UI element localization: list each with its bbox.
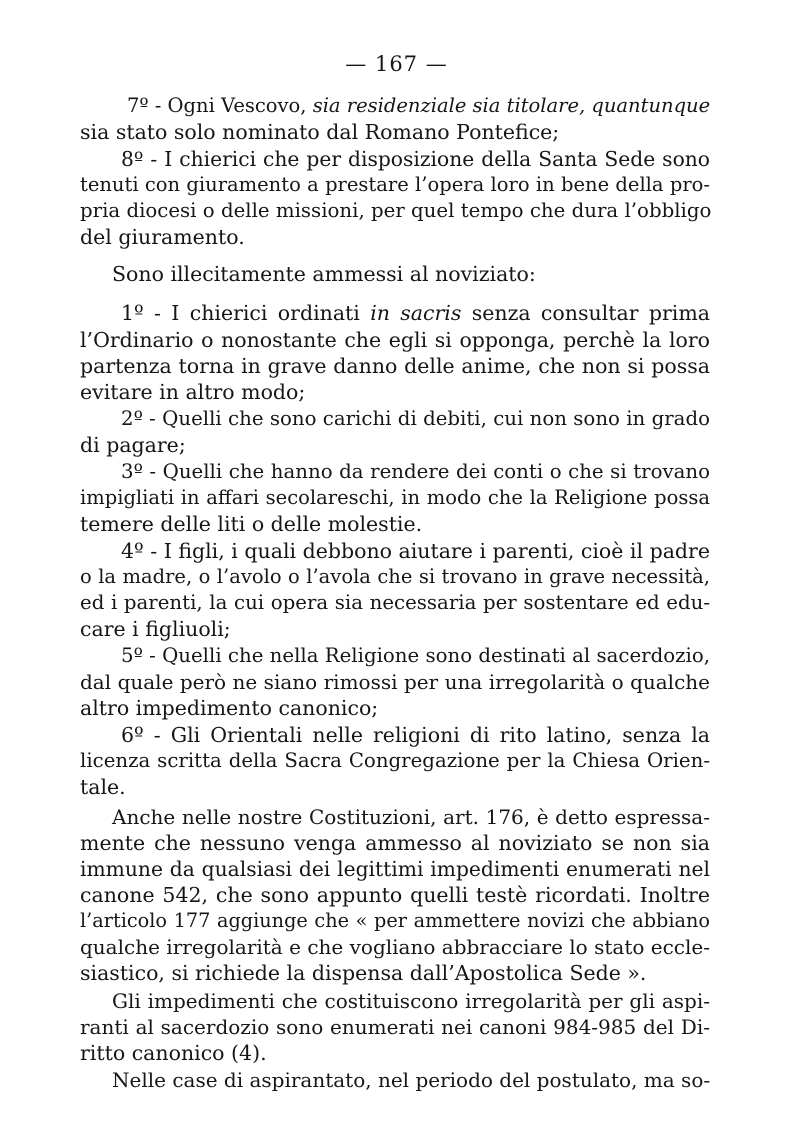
text-line: l’articolo 177 aggiunge che « per ammettere novizi che abbiano [80,909,710,932]
text-line: tale. [80,775,126,799]
text-line: 4º - I figli, i quali debbono aiutare i parenti, cioè il padre [121,539,710,563]
text-line: qualche irregolarità e che vogliano abbracciare lo stato eccle- [80,935,710,959]
text-line: di pagare; [80,433,186,457]
text-line: o la madre, o l’avolo o l’avola che si trovano in grave necessità, [80,565,710,588]
text-line: 3º - Quelli che hanno da rendere dei conti o che si trovano [121,460,710,483]
text-line: licenza scritta della Sacra Congregazione per la Chiesa Orien- [80,749,710,772]
text-line: l’Ordinario o nonostante che egli si opponga, perchè la loro [80,328,710,352]
text-line: temere delle liti o delle molestie. [80,512,423,536]
text-line: evitare in altro modo; [80,380,306,404]
text-line: sia stato solo nominato dal Romano Pontefice; [80,120,560,144]
text-line: 7º - Ogni Vescovo, sia residenziale sia titolare, quantunque [127,94,711,117]
text-line: partenza torna in grave danno delle anime, che non si possa [80,354,710,378]
text-line: ranti al sacerdozio sono enumerati nei canoni 984-985 del Di- [80,1015,710,1039]
text-line: 2º - Quelli che sono carichi di debiti, cui non sono in grado [121,407,710,430]
text-line: Anche nelle nostre Costituzioni, art. 176, è detto espressa- [112,805,710,829]
text-line: canone 542, che sono appunto quelli testè ricordati. Inoltre [80,883,710,907]
text-line: ritto canonico (4). [80,1041,267,1065]
text-line: del giuramento. [80,225,245,249]
text-line: 1º - I chierici ordinati in sacris senza consultar prima [121,301,710,325]
text-line: pria diocesi o delle missioni, per quel tempo che dura l’obbligo [80,199,712,222]
text-line: ed i parenti, la cui opera sia necessaria per sostentare ed edu- [80,591,710,614]
text-line: 8º - I chierici che per disposizione della Santa Sede sono [121,147,710,171]
text-line: 5º - Quelli che nella Religione sono destinati al sacerdozio, [121,644,711,667]
text-line: Gli impedimenti che costituiscono irregolarità per gli aspi- [112,989,710,1013]
text-line: Nelle case di aspirantato, nel periodo del postulato, ma so- [112,1068,711,1092]
page-number: — 167 — [345,52,448,76]
text-line: tenuti con giuramento a prestare l’opera loro in bene della pro- [80,173,710,196]
text-line: immune da qualsiasi dei legittimi impedimenti enumerati nel [80,857,710,881]
text-line: Sono illecitamente ammessi al noviziato: [112,262,536,286]
text-line: impigliati in affari secolareschi, in modo che la Religione possa [80,486,710,509]
text-line: altro impedimento canonico; [80,696,379,720]
text-line: siastico, si richiede la dispensa dall’Apostolica Sede ». [80,961,647,985]
text-line: mente che nessuno venga ammesso al noviziato se non sia [80,831,710,855]
text-line: care i figliuoli; [80,617,231,641]
text-line: dal quale però ne siano rimossi per una irregolarità o qualche [80,670,710,694]
text-line: 6º - Gli Orientali nelle religioni di rito latino, senza la [121,723,710,747]
